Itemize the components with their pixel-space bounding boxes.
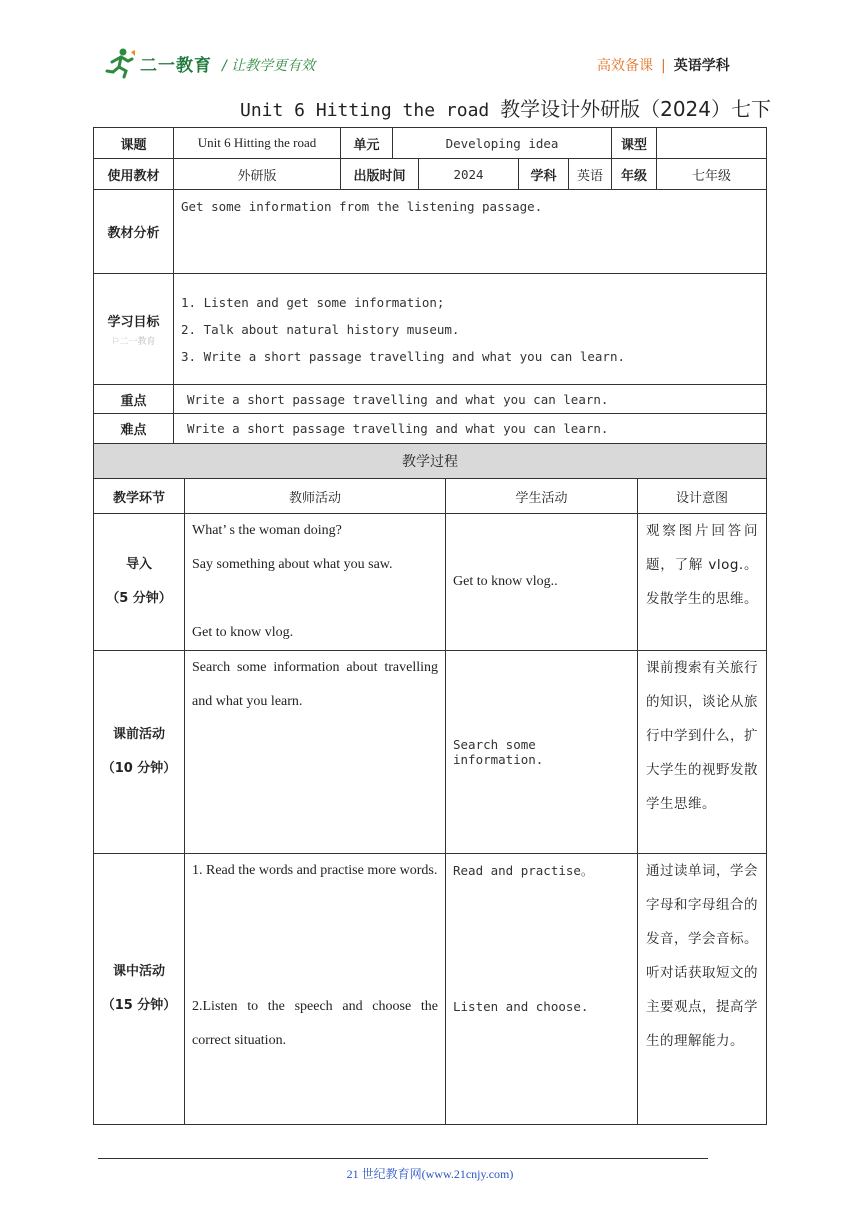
design-intent: 课前搜索有关旅行的知识，谈论从旅行中学到什么，扩大学生的视野发散学生思维。 bbox=[638, 651, 767, 854]
stage-name: 课中活动 bbox=[112, 964, 165, 979]
footer-divider bbox=[98, 1158, 708, 1159]
header-teacher: 教师活动 bbox=[185, 479, 446, 514]
watermark-logo-icon: ⚐二一教育 bbox=[111, 337, 156, 347]
header-tag-efficient: 高效备课 bbox=[597, 58, 653, 74]
student-activity: Get to know vlog.. bbox=[446, 514, 638, 651]
topic-value: Unit 6 Hitting the road bbox=[174, 128, 341, 159]
stage-name: 导入 bbox=[125, 557, 152, 572]
subject-value: 英语 bbox=[569, 159, 612, 190]
header-tag-subject: 英语学科 bbox=[673, 58, 730, 74]
goal-item: 1. Listen and get some information; bbox=[181, 294, 445, 310]
teacher-line: Say something about what you saw. bbox=[192, 557, 393, 572]
process-title: 教学过程 bbox=[94, 444, 767, 479]
unit-value: Developing idea bbox=[393, 128, 612, 159]
student-step: Listen and choose. bbox=[453, 999, 589, 1014]
pubtime-label: 出版时间 bbox=[341, 159, 419, 190]
stage-cell bbox=[94, 651, 185, 854]
page-header bbox=[0, 0, 860, 121]
runner-logo-icon bbox=[104, 46, 138, 80]
title-english: Unit 6 Hitting the road bbox=[240, 100, 490, 121]
key-label: 重点 bbox=[94, 385, 174, 414]
analysis-label: 教材分析 bbox=[94, 190, 174, 274]
goals-list bbox=[174, 274, 767, 385]
grade-value: 七年级 bbox=[657, 159, 767, 190]
stage-time: （5 分钟） bbox=[106, 591, 172, 606]
analysis-value: Get some information from the listening passage. bbox=[174, 190, 767, 274]
header-separator: | bbox=[661, 58, 666, 74]
topic-label: 课题 bbox=[94, 128, 174, 159]
goals-label: 学习目标 bbox=[107, 315, 160, 330]
pubtime-value: 2024 bbox=[419, 159, 519, 190]
process-table bbox=[93, 443, 767, 1125]
goals-label-cell bbox=[94, 274, 174, 385]
stage-name: 课前活动 bbox=[112, 727, 165, 742]
header-right bbox=[597, 55, 730, 75]
stage-cell bbox=[94, 514, 185, 651]
document-title bbox=[240, 93, 771, 122]
book-label: 使用教材 bbox=[94, 159, 174, 190]
course-info-table bbox=[93, 127, 767, 444]
teacher-line: Get to know vlog. bbox=[192, 625, 294, 640]
title-chinese: 教学设计外研版（2024）七下 bbox=[500, 97, 771, 121]
header-stage: 教学环节 bbox=[94, 479, 185, 514]
teacher-step: 2.Listen to the speech and choose the correct situation. bbox=[192, 999, 438, 1048]
stage-time: （15 分钟） bbox=[101, 998, 177, 1013]
difficult-value: Write a short passage travelling and what you can learn. bbox=[174, 414, 767, 444]
teacher-line bbox=[192, 582, 438, 616]
student-activity: Search some information. bbox=[446, 651, 638, 854]
header-intent: 设计意图 bbox=[638, 479, 767, 514]
slogan: / 让教学更有效 bbox=[222, 58, 316, 74]
teacher-activity: Search some information about travelling and what you learn. bbox=[185, 651, 446, 854]
teacher-line: What’ s the woman doing? bbox=[192, 523, 342, 538]
header-student: 学生活动 bbox=[446, 479, 638, 514]
student-step: Read and practise。 bbox=[453, 863, 594, 878]
logo bbox=[104, 46, 212, 80]
logo-text: 二一教育 bbox=[140, 55, 212, 76]
teacher-activity bbox=[185, 514, 446, 651]
key-value: Write a short passage travelling and what you can learn. bbox=[174, 385, 767, 414]
teacher-step: 1. Read the words and practise more words. bbox=[192, 863, 438, 878]
book-value: 外研版 bbox=[174, 159, 341, 190]
student-activity bbox=[446, 854, 638, 1125]
design-intent: 观察图片回答问题，了解 vlog.。发散学生的思维。 bbox=[638, 514, 767, 651]
stage-time: （10 分钟） bbox=[101, 761, 177, 776]
unit-label: 单元 bbox=[341, 128, 393, 159]
footer-link[interactable]: 21 世纪教育网(www.21cnjy.com) bbox=[346, 1167, 514, 1181]
difficult-label: 难点 bbox=[94, 414, 174, 444]
goal-item: 2. Talk about natural history museum. bbox=[181, 321, 460, 337]
type-value bbox=[657, 128, 767, 159]
subject-label: 学科 bbox=[519, 159, 569, 190]
grade-label: 年级 bbox=[612, 159, 657, 190]
teacher-activity bbox=[185, 854, 446, 1125]
type-label: 课型 bbox=[612, 128, 657, 159]
design-intent: 通过读单词，学会字母和字母组合的发音，学会音标。听对话获取短文的主要观点，提高学生的理解能力。 bbox=[638, 854, 767, 1125]
goal-item: 3. Write a short passage travelling and what you can learn. bbox=[181, 348, 626, 364]
stage-cell bbox=[94, 854, 185, 1125]
